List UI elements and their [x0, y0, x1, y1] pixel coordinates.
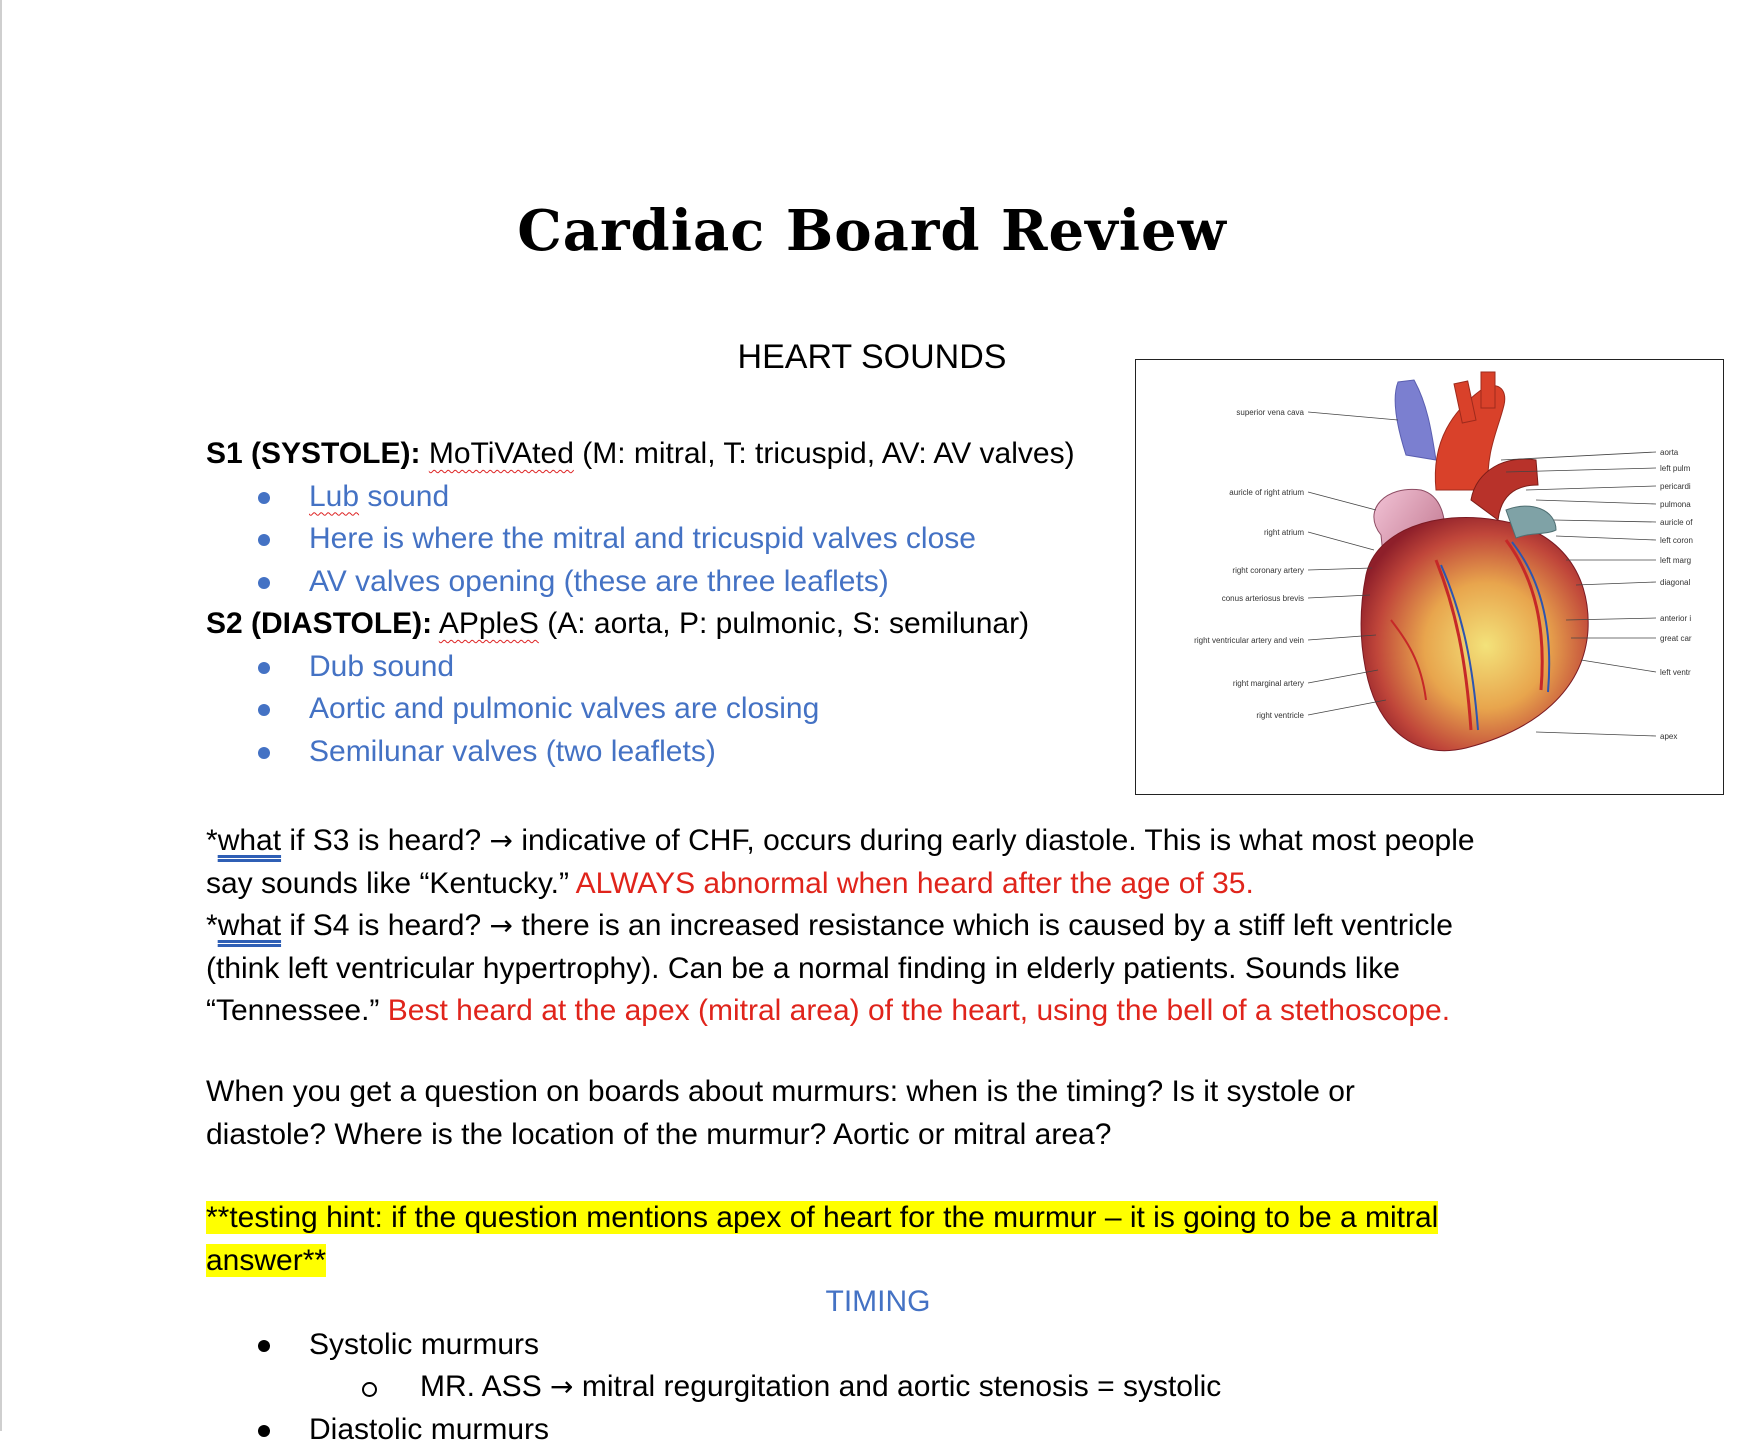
heart-label-right: apex: [1660, 732, 1677, 741]
s3-warning: ALWAYS abnormal when heard after the age of 35.: [576, 867, 1254, 900]
heart-illustration: [1136, 360, 1723, 794]
s1-bullet-text: AV valves opening (these are three leaflets): [309, 565, 889, 598]
leader-line: [1556, 536, 1656, 540]
heart-label-left: right ventricle: [1256, 711, 1304, 720]
leader-line: [1308, 532, 1374, 550]
s4-line-1: [206, 905, 1566, 948]
s4-what: what: [218, 909, 281, 942]
timing-item-label: Diastolic murmurs: [309, 1413, 549, 1446]
leader-line: [1308, 568, 1372, 570]
bullet-dot: [258, 1340, 270, 1352]
timing-item: [206, 1409, 1566, 1451]
asterisk: *: [206, 909, 218, 942]
s2-mnemonic: APpleS: [439, 607, 539, 640]
arrow-right-icon: →: [490, 824, 513, 857]
bullet-dot: [258, 662, 270, 674]
heart-label-left: right coronary artery: [1232, 566, 1304, 575]
murmur-question-line: When you get a question on boards about murmurs: when is the timing? Is it systole or: [206, 1071, 1566, 1114]
heart-label-right: auricle of: [1660, 518, 1693, 527]
hollow-bullet-icon: [362, 1382, 377, 1397]
heart-label-right: pulmona: [1660, 500, 1691, 509]
leader-line: [1308, 412, 1398, 420]
leader-line: [1536, 732, 1656, 736]
s3-question: if S3 is heard?: [281, 824, 489, 857]
heart-label-right: aorta: [1660, 448, 1679, 457]
arrow-right-icon: →: [550, 1370, 573, 1403]
s1-bullet-text: Here is where the mitral and tricuspid valves close: [309, 522, 976, 555]
timing-item-label: Systolic murmurs: [309, 1328, 539, 1361]
s2-bullet-text: Dub sound: [309, 650, 454, 683]
bullet-dot: [258, 747, 270, 759]
arrow-right-icon: →: [490, 909, 513, 942]
timing-item: [206, 1324, 1566, 1367]
s3-answer-cont: say sounds like “Kentucky.”: [206, 867, 576, 900]
s4-tip: Best heard at the apex (mitral area) of the heart, using the bell of a stethoscope.: [388, 994, 1450, 1027]
s3-what: what: [218, 824, 281, 857]
leader-line: [1526, 486, 1656, 490]
s3-line-2: [206, 863, 1566, 906]
bullet-dot: [258, 577, 270, 589]
asterisk: *: [206, 824, 218, 857]
aorta-branch: [1481, 372, 1495, 408]
s3-answer: indicative of CHF, occurs during early diastole. This is what most people: [513, 824, 1475, 857]
s4-answer-cont: (think left ventricular hypertrophy). Can be a normal finding in elderly patients. Sounds like: [206, 952, 1400, 985]
leader-line: [1308, 595, 1370, 598]
leader-line: [1576, 582, 1656, 585]
bullet-dot: [258, 534, 270, 546]
heart-label-right: left coron: [1660, 536, 1693, 545]
leader-line: [1581, 660, 1656, 672]
vena-cava-shape: [1395, 380, 1436, 460]
murmur-question-line: diastole? Where is the location of the murmur? Aortic or mitral area?: [206, 1114, 1566, 1157]
timing-sub-prefix: MR. ASS: [420, 1370, 550, 1403]
heart-label-right: pericardi: [1660, 482, 1691, 491]
s4-line-3: [206, 990, 1566, 1033]
s4-question: if S4 is heard?: [281, 909, 489, 942]
heart-label-left: right atrium: [1264, 528, 1304, 537]
s1-bullet-text: sound: [359, 480, 449, 513]
bullet-dot: [258, 492, 270, 504]
testing-hint-line: **testing hint: if the question mentions apex of heart for the murmur – it is going to be a mitral: [206, 1201, 1438, 1234]
s4-answer: there is an increased resistance which is caused by a stiff left ventricle: [513, 909, 1453, 942]
s2-label: S2 (DIASTOLE):: [206, 607, 432, 640]
s2-expansion: (A: aorta, P: pulmonic, S: semilunar): [539, 607, 1029, 640]
heart-label-left: right ventricular artery and vein: [1194, 636, 1304, 645]
s1-bullet-first: Lub: [309, 480, 359, 513]
section-title-heart-sounds: HEART SOUNDS: [0, 338, 1744, 377]
s2-bullet-text: Semilunar valves (two leaflets): [309, 735, 716, 768]
timing-sub-text: mitral regurgitation and aortic stenosis = systolic: [574, 1370, 1222, 1403]
testing-hint-line: answer**: [206, 1244, 326, 1277]
ventricles-shape: [1361, 517, 1588, 750]
s1-label: S1 (SYSTOLE):: [206, 437, 420, 470]
document-title: Cardiac Board Review: [0, 198, 1744, 264]
heart-label-right: anterior i: [1660, 614, 1691, 623]
heart-label-left: superior vena cava: [1236, 408, 1304, 417]
s4-answer-cont: “Tennessee.”: [206, 994, 388, 1027]
timing-heading: TIMING: [206, 1281, 1550, 1324]
heart-label-left: auricle of right atrium: [1229, 488, 1304, 497]
heart-label-left: right marginal artery: [1233, 679, 1304, 688]
heart-label-right: left pulm: [1660, 464, 1691, 473]
timing-section: [206, 1281, 1566, 1451]
s1-mnemonic: MoTiVAted: [429, 437, 574, 470]
bullet-dot: [258, 704, 270, 716]
heart-label-right: left ventr: [1660, 668, 1691, 677]
heart-anatomy-figure: [1135, 359, 1724, 795]
leader-line: [1554, 520, 1656, 522]
leader-line: [1308, 700, 1386, 715]
s1-expansion: (M: mitral, T: tricuspid, AV: AV valves): [574, 437, 1075, 470]
s3-line-1: [206, 820, 1566, 863]
leader-line: [1536, 500, 1656, 504]
testing-hint: [206, 1197, 1566, 1282]
murmur-question-paragraph: [206, 1071, 1566, 1156]
heart-label-left: conus arteriosus brevis: [1222, 594, 1304, 603]
heart-label-right: great car: [1660, 634, 1692, 643]
s2-bullet-text: Aortic and pulmonic valves are closing: [309, 692, 819, 725]
leader-line: [1501, 452, 1656, 460]
s4-line-2: [206, 948, 1566, 991]
leader-line: [1308, 492, 1376, 510]
timing-subitem: [206, 1366, 1566, 1409]
heart-label-right: left marg: [1660, 556, 1691, 565]
heart-label-right: diagonal: [1660, 578, 1690, 587]
s3-s4-block: [206, 820, 1566, 1033]
